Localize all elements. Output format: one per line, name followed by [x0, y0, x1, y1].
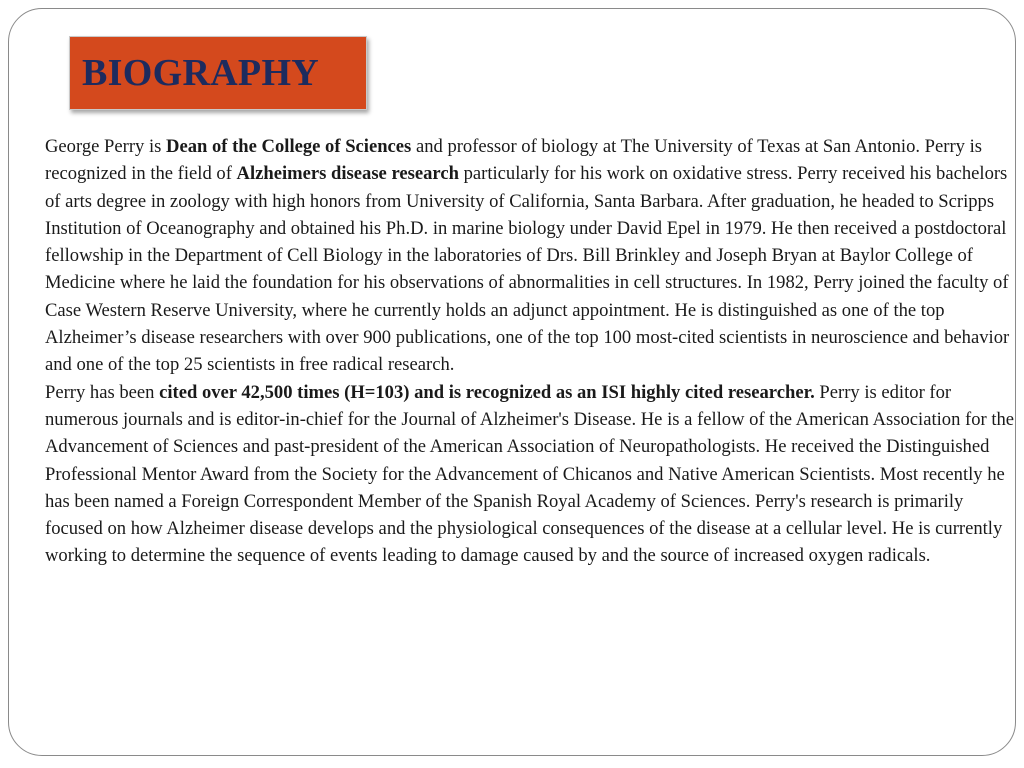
highlight-research-field: Alzheimers disease research — [236, 163, 459, 185]
biography-paragraph-2 — [45, 379, 1023, 570]
slide-frame — [8, 8, 1016, 756]
paragraph-1-text-2: and professor of biology at The University of Texas at San Antonio. Perry is recognized in the field of — [45, 136, 983, 185]
biography-paragraph-1 — [45, 133, 1023, 379]
highlight-dean-title: Dean of the College of Sciences — [166, 136, 412, 157]
paragraph-2-text-1: Perry has been — [45, 381, 160, 403]
slide-title: BIOGRAPHY — [82, 52, 320, 94]
title-banner — [69, 36, 367, 110]
paragraph-2-text-2: Perry is editor for numerous journals and is editor-in-chief for the Journal of Alzheimer's Disease. He is a fellow of the American Association for the Advancement of Sciences and past-president of the American Association of Neuropathologists. He received the Distinguished Professional Mentor Award from the Society for the Advancement of Chicanos and Native American Scientists. Most recently he has been named a Foreign Correspondent Member of the Spanish Royal Academy of Sciences. Perry's research is primarily focused on how Alzheimer disease develops and the physiological consequences of the disease at a cellular level. He is currently working to determine the sequence of events leading to damage caused by and the source of increased oxygen radicals. — [45, 381, 1015, 567]
highlight-citations: cited over 42,500 times (H=103) and is recognized as an ISI highly cited researcher. — [159, 381, 815, 403]
biography-body — [45, 133, 1023, 570]
paragraph-1-text-1: George Perry is — [45, 136, 167, 157]
paragraph-1-text-3: particularly for his work on oxidative stress. Perry received his bachelors of arts degree in zoology with high honors from University of California, Santa Barbara. After graduation, he headed to Scripps Institution of Oceanography and obtained his Ph.D. in marine biology under David Epel in 1979. He then received a postdoctoral fellowship in the Department of Cell Biology in the laboratories of Drs. Bill Brinkley and Joseph Bryan at Baylor College of Medicine where he laid the foundation for his observations of abnormalities in cell structures. In 1982, Perry joined the faculty of Case Western Reserve University, where he currently holds an adjunct appointment. He is distinguished as one of the top Alzheimer’s disease researchers with over 900 publications, one of the top 100 most-cited scientists in neuroscience and behavior and one of the top 25 scientists in free radical research. — [45, 163, 1010, 376]
